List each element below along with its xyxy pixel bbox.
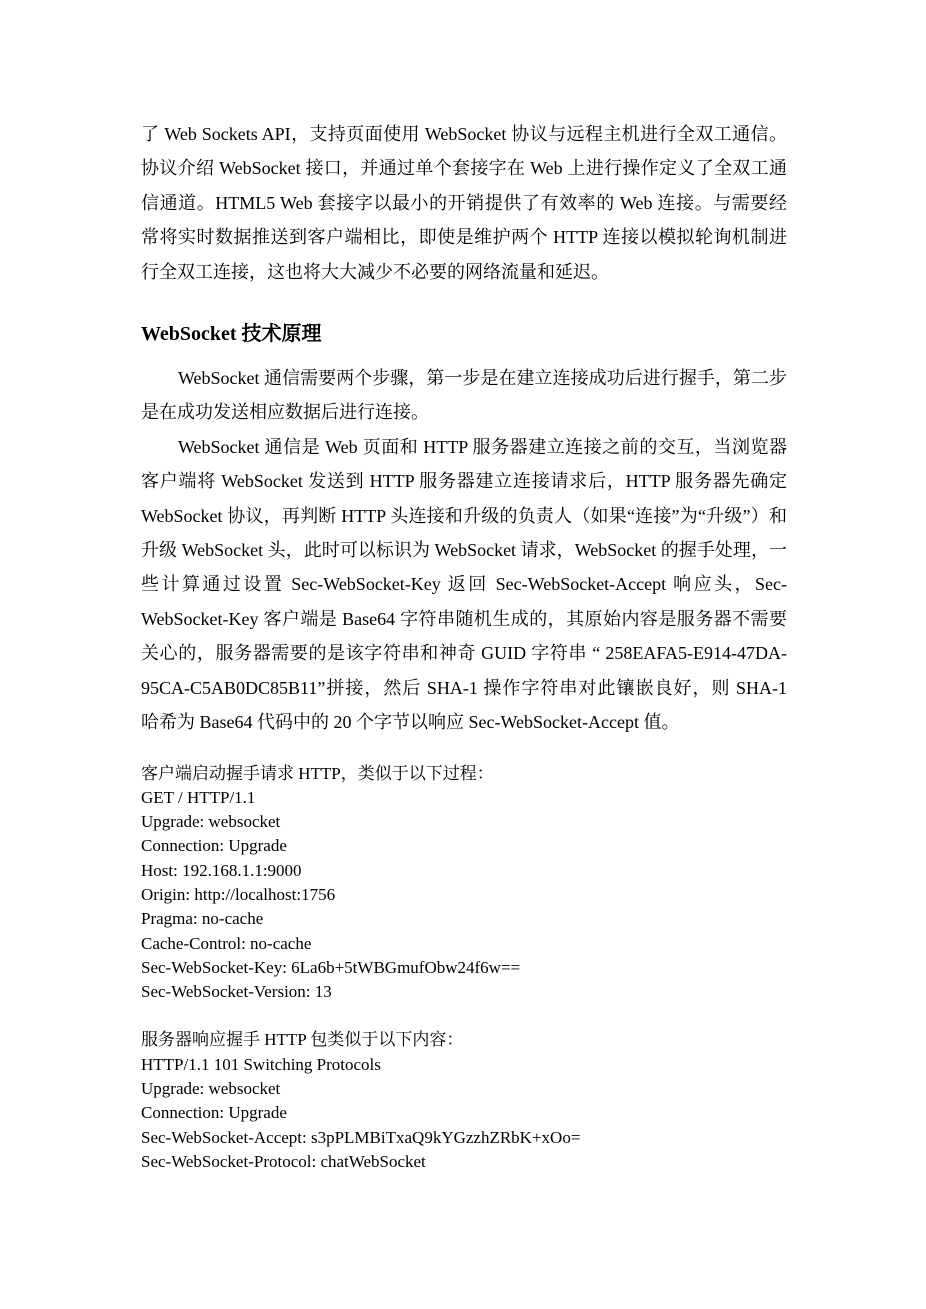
client-request-intro: 客户端启动握手请求 HTTP，类似于以下过程： <box>141 763 494 783</box>
server-response-intro: 服务器响应握手 HTTP 包类似于以下内容： <box>141 1030 464 1050</box>
request-header: Host: 192.168.1.1:9000 <box>141 860 302 880</box>
request-header: Pragma: no-cache <box>141 909 264 929</box>
request-line: GET / HTTP/1.1 <box>141 787 256 807</box>
client-request-block <box>141 762 787 1005</box>
response-header: Sec-WebSocket-Accept: s3pPLMBiTxaQ9kYGzzhZRbK+xOo= <box>141 1127 581 1147</box>
request-header: Sec-WebSocket-Key: 6La6b+5tWBGmufObw24f6w== <box>141 957 521 977</box>
response-status-line: HTTP/1.1 101 Switching Protocols <box>141 1054 381 1074</box>
response-header: Sec-WebSocket-Protocol: chatWebSocket <box>141 1151 426 1171</box>
section-heading: WebSocket 技术原理 <box>141 323 322 346</box>
response-header: Upgrade: websocket <box>141 1079 281 1099</box>
request-header: Origin: http://localhost:1756 <box>141 884 336 904</box>
request-header: Connection: Upgrade <box>141 836 287 856</box>
body-paragraph-1: WebSocket 通信需要两个步骤，第一步是在建立连接成功后进行握手，第二步是在成功发送相应数据后进行连接。 <box>141 368 787 423</box>
body-paragraph-2: WebSocket 通信是 Web 页面和 HTTP 服务器建立连接之前的交互，当浏览器客户端将 WebSocket 发送到 HTTP 服务器建立连接请求后，HTTP 服务器先确定 WebSocket 协议，再判断 HTTP 头连接和升级的负责人（如果“连接”为“升级”）和升级 WebSocket 头，此时可以标识为 WebSocket 请求，WebSocket 的握手处理，一些计算通过设置 Sec-WebSocket-Key 返回 Sec-WebSocket-Accept 响应头，Sec-WebSocket-Key 客户端是 Base64 字符串随机生成的，其原始内容是服务器不需要关心的，服务器需要的是该字符串和神奇 GUID 字符串 “ 258EAFA5-E914-47DA-95CA-C5AB0DC85B11”拼接，然后 SHA-1 操作字符串对此镶嵌良好，则 SHA-1 哈希为 Base64 代码中的 20 个字节以响应 Sec-WebSocket-Accept 值。 <box>141 436 787 733</box>
request-header: Upgrade: websocket <box>141 812 281 832</box>
request-header: Sec-WebSocket-Version: 13 <box>141 982 332 1002</box>
intro-paragraph: 了 Web Sockets API，支持页面使用 WebSocket 协议与远程主机进行全双工通信。协议介绍 WebSocket 接口，并通过单个套接字在 Web 上进行操作定义了全双工通信通道。HTML5 Web 套接字以最小的开销提供了有效率的 Web 连接。与需要经常将实时数据推送到客户端相比，即使是维护两个 HTTP 连接以模拟轮询机制进行全双工连接，这也将大大减少不必要的网络流量和延迟。 <box>141 124 787 282</box>
request-header: Cache-Control: no-cache <box>141 933 312 953</box>
document-page <box>141 117 787 1174</box>
response-header: Connection: Upgrade <box>141 1103 287 1123</box>
server-response-block <box>141 1028 787 1174</box>
